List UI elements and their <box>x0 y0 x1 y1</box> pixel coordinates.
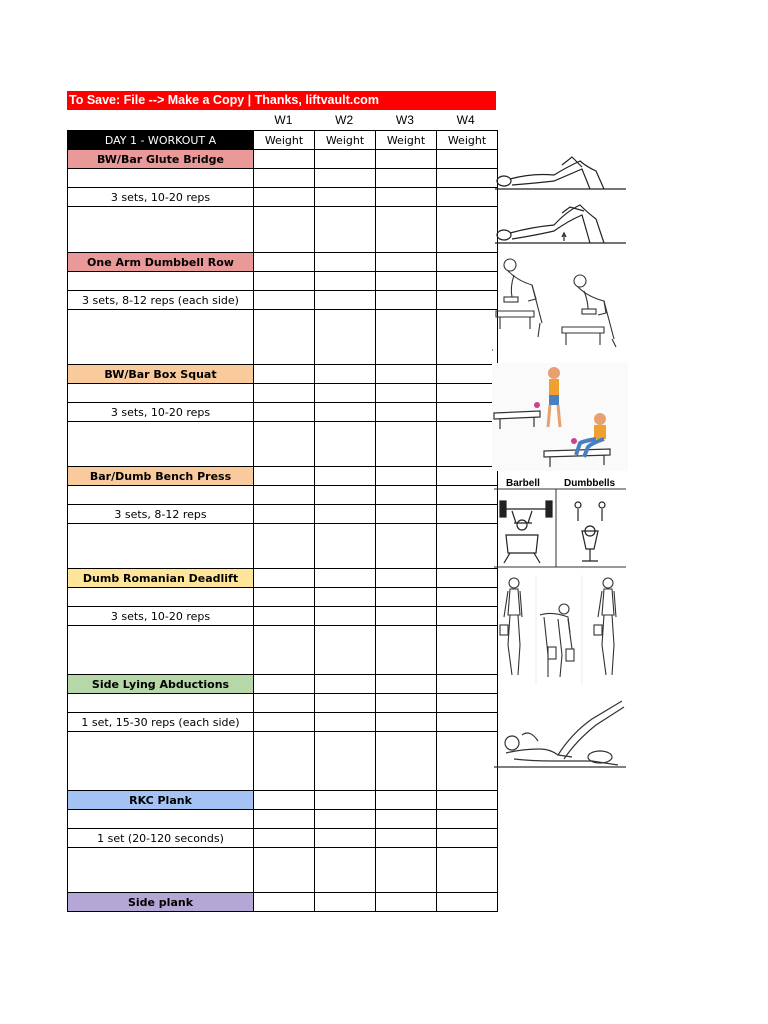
weight-cell[interactable] <box>376 310 437 365</box>
weight-cell[interactable] <box>315 403 376 422</box>
weight-cell[interactable] <box>437 810 498 829</box>
blank-cell <box>68 422 254 467</box>
weight-cell[interactable] <box>376 505 437 524</box>
weight-cell[interactable] <box>437 467 498 486</box>
exercise-blank-row <box>68 732 498 791</box>
weight-cell[interactable] <box>254 588 315 607</box>
weight-cell[interactable] <box>315 467 376 486</box>
exercise-name-row <box>68 675 498 694</box>
exercise-scheme-row <box>68 607 498 626</box>
weight-cell[interactable] <box>254 422 315 467</box>
weight-cell[interactable] <box>254 253 315 272</box>
exercise-name: BW/Bar Glute Bridge <box>68 150 254 169</box>
weight-cell[interactable] <box>437 207 498 253</box>
exercise-scheme: 3 sets, 10-20 reps <box>68 607 254 626</box>
exercise-name-row <box>68 467 498 486</box>
weight-cell[interactable] <box>254 403 315 422</box>
weight-cell[interactable] <box>315 848 376 893</box>
weight-cell[interactable] <box>315 310 376 365</box>
romanian-deadlift-illustration <box>492 575 628 685</box>
blank-cell <box>68 732 254 791</box>
weight-cell[interactable] <box>254 169 315 188</box>
weight-cell[interactable] <box>254 272 315 291</box>
day-title: DAY 1 - WORKOUT A <box>68 131 254 150</box>
week-label: W4 <box>456 113 475 127</box>
weight-cell[interactable] <box>437 422 498 467</box>
weight-cell[interactable] <box>315 607 376 626</box>
weight-cell[interactable] <box>315 505 376 524</box>
exercise-name-row <box>68 150 498 169</box>
weight-cell[interactable] <box>376 188 437 207</box>
weight-cell[interactable] <box>437 829 498 848</box>
weight-cell[interactable] <box>254 150 315 169</box>
weight-cell[interactable] <box>376 150 437 169</box>
exercise-name-row <box>68 569 498 588</box>
side-lying-abduction-illustration <box>492 693 628 773</box>
weight-cell[interactable] <box>254 810 315 829</box>
exercise-scheme-row <box>68 713 498 732</box>
weight-cell[interactable] <box>376 207 437 253</box>
exercise-name-row <box>68 253 498 272</box>
weight-cell[interactable] <box>437 524 498 569</box>
exercise-scheme: 1 set, 15-30 reps (each side) <box>68 713 254 732</box>
weight-cell[interactable] <box>315 626 376 675</box>
weight-cell[interactable] <box>315 675 376 694</box>
exercise-scheme: 1 set (20-120 seconds) <box>68 829 254 848</box>
exercise-blank-row <box>68 272 498 291</box>
weight-cell[interactable] <box>315 732 376 791</box>
blank-cell <box>68 588 254 607</box>
weight-cell[interactable] <box>315 291 376 310</box>
weight-cell[interactable] <box>376 607 437 626</box>
exercise-scheme-row <box>68 291 498 310</box>
weight-cell[interactable] <box>315 588 376 607</box>
blank-cell <box>68 810 254 829</box>
weight-cell[interactable] <box>254 486 315 505</box>
weight-cell[interactable] <box>437 694 498 713</box>
weight-cell[interactable] <box>315 569 376 588</box>
exercise-scheme: 3 sets, 8-12 reps <box>68 505 254 524</box>
exercise-scheme-row <box>68 505 498 524</box>
exercise-scheme-row <box>68 188 498 207</box>
box-squat-illustration <box>492 363 628 471</box>
weight-cell[interactable] <box>376 272 437 291</box>
weight-cell[interactable] <box>437 365 498 384</box>
weight-cell[interactable] <box>315 713 376 732</box>
blank-cell <box>68 848 254 893</box>
weight-cell[interactable] <box>437 505 498 524</box>
weight-cell[interactable] <box>437 607 498 626</box>
weight-cell[interactable] <box>376 169 437 188</box>
exercise-scheme: 3 sets, 10-20 reps <box>68 188 254 207</box>
blank-cell <box>68 310 254 365</box>
weight-cell[interactable] <box>315 524 376 569</box>
weight-cell[interactable] <box>437 188 498 207</box>
weight-cell[interactable] <box>315 810 376 829</box>
weight-cell[interactable] <box>376 291 437 310</box>
weight-cell[interactable] <box>376 713 437 732</box>
weight-cell[interactable] <box>376 626 437 675</box>
weight-header: Weight <box>254 131 315 150</box>
weight-cell[interactable] <box>315 150 376 169</box>
weight-cell[interactable] <box>376 524 437 569</box>
exercise-scheme: 3 sets, 8-12 reps (each side) <box>68 291 254 310</box>
exercise-name: Side Lying Abductions <box>68 675 254 694</box>
weight-cell[interactable] <box>437 848 498 893</box>
weight-cell[interactable] <box>376 253 437 272</box>
weight-cell[interactable] <box>437 791 498 810</box>
week-label: W1 <box>274 113 293 127</box>
weight-cell[interactable] <box>315 365 376 384</box>
weight-cell[interactable] <box>315 893 376 912</box>
barbell-label: Barbell <box>506 478 540 489</box>
exercise-blank-row <box>68 207 498 253</box>
weight-cell[interactable] <box>376 384 437 403</box>
weight-cell[interactable] <box>254 384 315 403</box>
exercise-name-row <box>68 893 498 912</box>
blank-cell <box>68 694 254 713</box>
weight-cell[interactable] <box>315 253 376 272</box>
blank-cell <box>68 486 254 505</box>
exercise-name: Dumb Romanian Deadlift <box>68 569 254 588</box>
weight-cell[interactable] <box>254 569 315 588</box>
exercise-name-row <box>68 791 498 810</box>
weight-cell[interactable] <box>437 588 498 607</box>
weight-cell[interactable] <box>437 893 498 912</box>
weight-cell[interactable] <box>376 403 437 422</box>
week-header-row <box>253 111 496 130</box>
weight-cell[interactable] <box>315 169 376 188</box>
weight-cell[interactable] <box>376 365 437 384</box>
weight-cell[interactable] <box>376 675 437 694</box>
weight-cell[interactable] <box>437 272 498 291</box>
blank-cell <box>68 384 254 403</box>
save-instructions-banner: To Save: File --> Make a Copy | Thanks, liftvault.com <box>67 91 496 110</box>
glute-bridge-illustration <box>492 145 628 247</box>
exercise-scheme-row <box>68 829 498 848</box>
weight-cell[interactable] <box>376 893 437 912</box>
weight-header: Weight <box>376 131 437 150</box>
weight-cell[interactable] <box>376 467 437 486</box>
week-label: W3 <box>395 113 414 127</box>
weight-cell[interactable] <box>437 486 498 505</box>
weight-cell[interactable] <box>254 694 315 713</box>
weight-cell[interactable] <box>437 403 498 422</box>
exercise-name: One Arm Dumbbell Row <box>68 253 254 272</box>
weight-cell[interactable] <box>315 422 376 467</box>
blank-cell <box>68 626 254 675</box>
weight-cell[interactable] <box>376 848 437 893</box>
weight-cell[interactable] <box>376 422 437 467</box>
exercise-blank-row <box>68 810 498 829</box>
weight-cell[interactable] <box>437 384 498 403</box>
exercise-scheme: 3 sets, 10-20 reps <box>68 403 254 422</box>
weight-cell[interactable] <box>315 384 376 403</box>
weight-cell[interactable] <box>376 791 437 810</box>
weight-cell[interactable] <box>254 188 315 207</box>
weight-cell[interactable] <box>315 791 376 810</box>
exercise-blank-row <box>68 486 498 505</box>
exercise-name-row <box>68 365 498 384</box>
weight-cell[interactable] <box>437 169 498 188</box>
weight-cell[interactable] <box>376 694 437 713</box>
exercise-blank-row <box>68 626 498 675</box>
exercise-illustrations <box>492 145 628 775</box>
weight-cell[interactable] <box>437 626 498 675</box>
weight-cell[interactable] <box>254 207 315 253</box>
weight-cell[interactable] <box>376 486 437 505</box>
exercise-name: Side plank <box>68 893 254 912</box>
weight-cell[interactable] <box>376 810 437 829</box>
exercise-blank-row <box>68 422 498 467</box>
weight-header: Weight <box>315 131 376 150</box>
weight-cell[interactable] <box>254 505 315 524</box>
weight-cell[interactable] <box>254 626 315 675</box>
weight-cell[interactable] <box>437 732 498 791</box>
weight-cell[interactable] <box>376 588 437 607</box>
weight-cell[interactable] <box>437 569 498 588</box>
exercise-blank-row <box>68 169 498 188</box>
exercise-scheme-row <box>68 403 498 422</box>
weight-header: Weight <box>437 131 498 150</box>
weight-cell[interactable] <box>254 713 315 732</box>
exercise-blank-row <box>68 694 498 713</box>
dumbbell-row-illustration <box>492 253 628 351</box>
exercise-blank-row <box>68 588 498 607</box>
workout-table <box>67 130 498 912</box>
blank-cell <box>68 272 254 291</box>
weight-cell[interactable] <box>437 310 498 365</box>
weight-cell[interactable] <box>315 486 376 505</box>
weight-cell[interactable] <box>254 467 315 486</box>
weight-cell[interactable] <box>437 713 498 732</box>
weight-cell[interactable] <box>254 791 315 810</box>
bench-press-illustration <box>492 475 628 571</box>
weight-cell[interactable] <box>254 291 315 310</box>
weight-cell[interactable] <box>254 310 315 365</box>
weight-cell[interactable] <box>437 675 498 694</box>
exercise-blank-row <box>68 848 498 893</box>
weight-cell[interactable] <box>315 694 376 713</box>
blank-cell <box>68 169 254 188</box>
weight-cell[interactable] <box>254 829 315 848</box>
weight-cell[interactable] <box>315 188 376 207</box>
exercise-blank-row <box>68 384 498 403</box>
week-label: W2 <box>335 113 354 127</box>
weight-cell[interactable] <box>376 569 437 588</box>
exercise-name: BW/Bar Box Squat <box>68 365 254 384</box>
dumbbells-label: Dumbbells <box>564 478 616 489</box>
weight-cell[interactable] <box>254 365 315 384</box>
weight-cell[interactable] <box>437 150 498 169</box>
weight-cell[interactable] <box>254 607 315 626</box>
exercise-name: RKC Plank <box>68 791 254 810</box>
exercise-name: Bar/Dumb Bench Press <box>68 467 254 486</box>
weight-cell[interactable] <box>254 732 315 791</box>
blank-cell <box>68 524 254 569</box>
weight-cell[interactable] <box>254 524 315 569</box>
weight-cell[interactable] <box>376 829 437 848</box>
weight-cell[interactable] <box>437 253 498 272</box>
weight-cell[interactable] <box>315 272 376 291</box>
weight-cell[interactable] <box>315 829 376 848</box>
weight-cell[interactable] <box>254 848 315 893</box>
exercise-blank-row <box>68 524 498 569</box>
weight-cell[interactable] <box>437 291 498 310</box>
weight-cell[interactable] <box>254 675 315 694</box>
table-header-row <box>68 131 498 150</box>
weight-cell[interactable] <box>315 207 376 253</box>
blank-cell <box>68 207 254 253</box>
exercise-blank-row <box>68 310 498 365</box>
weight-cell[interactable] <box>376 732 437 791</box>
weight-cell[interactable] <box>254 893 315 912</box>
